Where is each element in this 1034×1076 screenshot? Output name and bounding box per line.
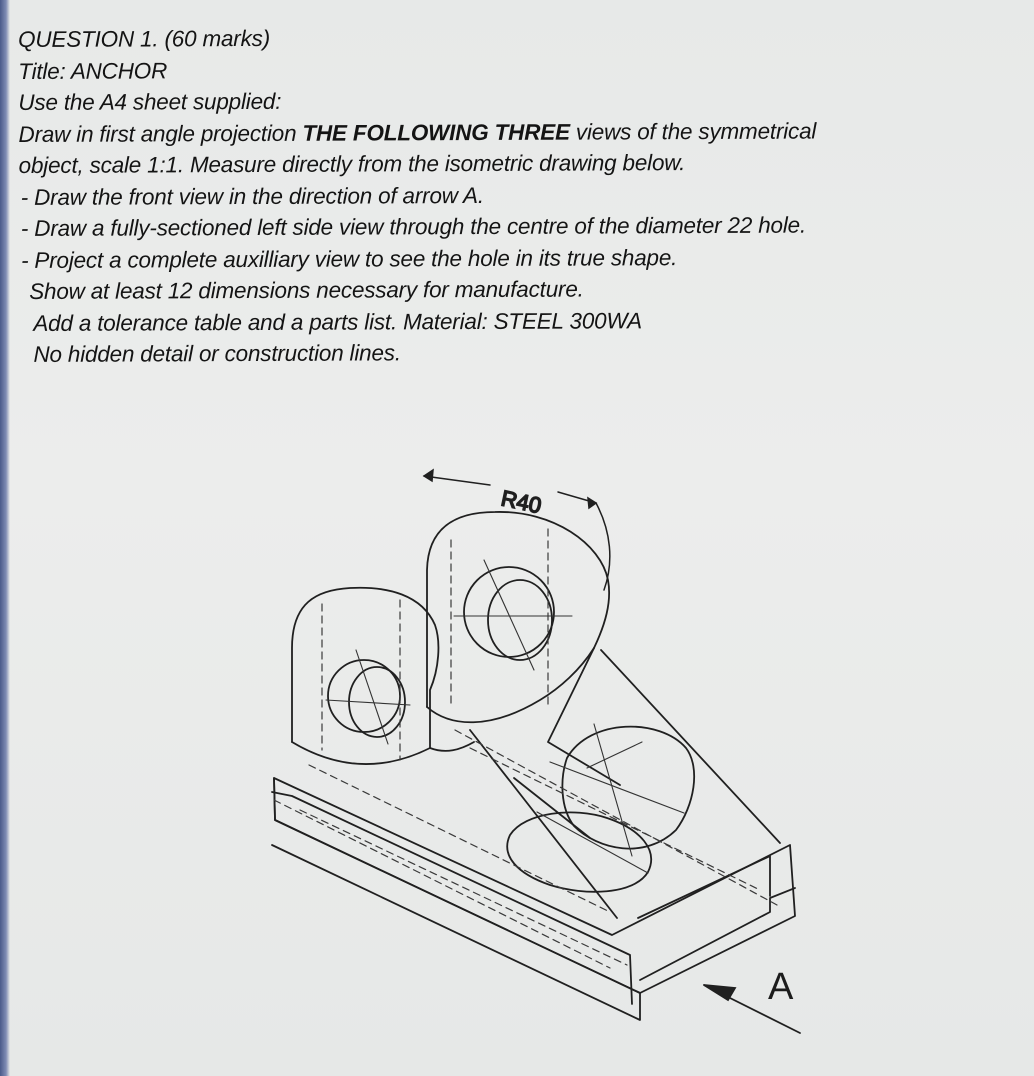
- scale-instruction: object, scale 1:1. Measure directly from the isometric drawing below.: [18, 150, 686, 178]
- projection-suffix: views of the symmetrical: [569, 118, 817, 145]
- gusset-front-edge: [548, 648, 620, 785]
- radius-leader: [424, 476, 490, 485]
- section-view-item: - Draw a fully-sectioned left side view through the centre of the diameter 22 hole.: [20, 212, 807, 241]
- sheet-instruction: Use the A4 sheet supplied:: [18, 88, 282, 115]
- right-lug-outline: [427, 512, 609, 707]
- radius-arc: [596, 503, 610, 590]
- left-lug-base: [292, 742, 430, 764]
- front-view-item: - Draw the front view in the direction of arrow A.: [20, 182, 484, 210]
- auxiliary-view-item: - Project a complete auxilliary view to see the hole in its true shape.: [20, 244, 678, 273]
- gusset-centre-line-2: [594, 724, 632, 856]
- tolerance-instruction: Add a tolerance table and a parts list. Material: STEEL 300WA: [33, 307, 642, 336]
- dimension-instruction: Show at least 12 dimensions necessary for manufacture.: [29, 276, 584, 304]
- right-hole-inner: [488, 580, 552, 660]
- detail-instruction: No hidden detail or construction lines.: [33, 340, 401, 367]
- arrow-label: A: [768, 966, 794, 1008]
- base-side-outline: [272, 778, 640, 1020]
- lug-join: [430, 742, 474, 751]
- left-lug-outline: [292, 588, 438, 748]
- projection-prefix: Draw in first angle projection: [18, 120, 303, 147]
- radius-dimension: [424, 470, 610, 590]
- gusset-edge: [601, 650, 780, 843]
- radius-arrow-right: [588, 498, 596, 508]
- hidden-slot-line: [274, 800, 610, 968]
- hidden-gusset-line: [455, 730, 777, 905]
- gusset-slope-lower: [514, 778, 590, 838]
- left-slot: [272, 792, 632, 1004]
- left-centre-line-h: [326, 700, 410, 705]
- view-arrow-head: [704, 985, 735, 1000]
- view-arrow-a: [704, 966, 800, 1033]
- gusset-hole-top: [562, 727, 694, 849]
- hidden-base-top-line: [309, 765, 610, 912]
- right-hole-outer: [464, 567, 554, 657]
- radius-label: R40: [498, 485, 544, 519]
- projection-emphasis: THE FOLLOWING THREE: [302, 119, 570, 146]
- hidden-base-centre-line: [300, 810, 627, 965]
- base-top-outline: [274, 778, 795, 993]
- gusset-centre-line-4: [587, 742, 642, 768]
- gusset-centre-line-3: [537, 812, 648, 873]
- question-heading: QUESTION 1. (60 marks): [18, 25, 271, 52]
- hidden-gusset-line-2: [470, 748, 760, 890]
- question-title: Title: ANCHOR: [18, 57, 168, 84]
- radius-arrow-left: [424, 470, 433, 481]
